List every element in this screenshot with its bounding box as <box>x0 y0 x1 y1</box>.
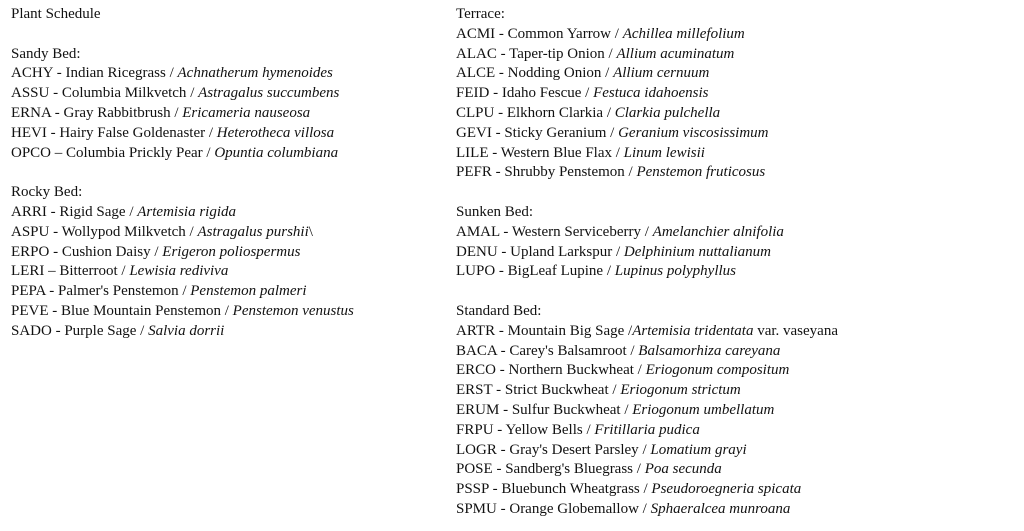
plant-code: POSE <box>456 461 493 478</box>
section-heading: Sunken Bed: <box>456 203 534 220</box>
plant-common-name: Sulfur Buckwheat <box>511 401 621 418</box>
plant-entry <box>456 322 1016 342</box>
plant-code: AMAL <box>456 223 500 240</box>
section-spacer <box>456 183 1016 203</box>
name-separator: / <box>125 203 138 220</box>
plant-entry <box>11 124 441 144</box>
code-separator: - <box>45 283 58 300</box>
plant-code: DENU <box>456 243 498 260</box>
plant-entry <box>11 262 441 282</box>
plant-code: BACA <box>456 342 497 359</box>
plant-entry <box>11 282 441 302</box>
plant-common-name: Carey's Balsamroot <box>509 342 627 359</box>
plant-code: PEPA <box>11 283 46 300</box>
section-heading: Sandy Bed: <box>11 45 81 62</box>
plant-entry <box>456 401 1016 421</box>
plant-code: LERI <box>11 263 45 280</box>
code-separator: - <box>46 203 60 220</box>
name-separator: / <box>582 421 595 438</box>
plant-entry <box>456 124 1016 144</box>
code-separator: - <box>495 263 508 280</box>
name-separator: / <box>633 362 646 379</box>
code-separator: - <box>49 85 62 102</box>
plant-common-name: Orange Globemallow <box>509 500 639 517</box>
plant-common-name: Elkhorn Clarkia <box>506 104 604 121</box>
plant-scientific-name: Fritillaria pudica <box>594 421 700 438</box>
plant-scientific-name: Lewisia rediviva <box>129 263 229 280</box>
plant-scientific-name: Erigeron poliospermus <box>162 243 301 260</box>
name-separator: / <box>117 263 130 280</box>
name-separator: / <box>626 342 639 359</box>
plant-entry <box>456 25 1016 45</box>
name-separator: / <box>170 104 183 121</box>
plant-entry <box>11 322 441 342</box>
plant-entry <box>11 223 441 243</box>
plant-scientific-name: Artemisia rigida <box>137 203 237 220</box>
plant-scientific-name: Linum lewisii <box>623 144 705 161</box>
plant-code: SADO <box>11 322 52 339</box>
plant-entry <box>11 243 441 263</box>
plant-entry <box>11 104 441 124</box>
code-separator: - <box>496 500 510 517</box>
plant-code: HEVI <box>11 124 47 141</box>
code-separator: - <box>48 302 61 319</box>
plant-code: FEID <box>456 85 490 102</box>
plant-code: LUPO <box>456 263 496 280</box>
name-separator: / <box>604 45 617 62</box>
code-separator: - <box>496 342 510 359</box>
plant-entry <box>456 223 1016 243</box>
name-separator: / <box>641 223 653 240</box>
plant-entry <box>11 203 441 223</box>
section-heading: Rocky Bed: <box>11 184 83 201</box>
plant-scientific-name: Clarkia pulchella <box>614 104 721 121</box>
plant-entry <box>456 421 1016 441</box>
plant-entry <box>456 144 1016 164</box>
name-separator: / <box>624 322 633 339</box>
document-title: Plant Schedule <box>11 6 101 22</box>
code-separator: - <box>491 164 505 181</box>
plant-entry <box>456 342 1016 362</box>
plant-common-name: Shrubby Penstemon <box>504 164 625 181</box>
right-sections <box>456 5 1016 520</box>
right-column <box>456 5 1016 520</box>
code-separator: – <box>51 144 67 161</box>
plant-common-name: Western Serviceberry <box>511 223 641 240</box>
plant-code: ERCO <box>456 362 497 379</box>
plant-common-name: Sandberg's Bluegrass <box>505 461 634 478</box>
plant-code: LILE <box>456 144 489 161</box>
plant-entry <box>11 144 441 164</box>
name-separator: / <box>205 124 217 141</box>
code-separator: - <box>496 45 510 62</box>
name-separator: / <box>581 85 594 102</box>
plant-code: OPCO <box>11 144 52 161</box>
code-separator: - <box>499 401 512 418</box>
plant-entry <box>456 361 1016 381</box>
plant-common-name: Common Yarrow <box>507 25 612 42</box>
plant-code: ARTR <box>456 322 496 339</box>
section-heading: Terrace: <box>456 6 505 22</box>
name-separator: / <box>601 65 614 82</box>
plant-scientific-name: Artemisia tridentata <box>632 322 754 339</box>
plant-code: ERUM <box>456 401 500 418</box>
plant-common-name: Palmer's Penstemon <box>57 283 179 300</box>
plant-scientific-name: Delphinium nuttalianum <box>623 243 771 260</box>
code-separator: - <box>494 104 507 121</box>
name-separator: / <box>638 441 651 458</box>
section-spacer <box>11 163 441 183</box>
plant-code: ERNA <box>11 104 52 121</box>
code-separator: - <box>49 223 62 240</box>
name-separator: / <box>178 283 191 300</box>
plant-scientific-name: Salvia dorrii <box>148 322 225 339</box>
plant-entry <box>456 64 1016 84</box>
plant-code: ACMI <box>456 25 496 42</box>
plant-entry <box>456 243 1016 263</box>
name-separator: / <box>633 461 645 478</box>
plant-entry <box>456 500 1016 520</box>
plant-scientific-name: Achnatherum hymenoides <box>177 65 333 82</box>
code-separator: - <box>49 243 62 260</box>
plant-scientific-name: Geranium viscosissimum <box>618 124 769 141</box>
name-separator: / <box>221 302 233 319</box>
plant-scientific-name: Balsamorhiza careyana <box>638 342 781 359</box>
plant-common-name: Strict Buckwheat <box>504 382 609 399</box>
code-separator: - <box>46 124 60 141</box>
code-separator: - <box>51 104 64 121</box>
plant-entry <box>11 302 441 322</box>
name-separator: / <box>612 144 624 161</box>
plant-scientific-name: Allium acuminatum <box>616 45 735 62</box>
plant-common-name: BigLeaf Lupine <box>507 263 604 280</box>
code-separator: - <box>488 144 501 161</box>
plant-entry <box>456 381 1016 401</box>
plant-common-name: Gray's Desert Parsley <box>509 441 639 458</box>
name-separator: / <box>620 401 633 418</box>
name-separator: / <box>608 382 621 399</box>
plant-entry <box>456 163 1016 183</box>
plant-common-name: Sticky Geranium <box>504 124 607 141</box>
plant-common-name: Upland Larkspur <box>510 243 613 260</box>
plant-code: ARRI <box>11 203 47 220</box>
plant-scientific-name: Astragalus succumbens <box>198 85 340 102</box>
plant-code: LOGR <box>456 441 497 458</box>
plant-entry <box>456 262 1016 282</box>
plant-common-name: Western Blue Flax <box>500 144 612 161</box>
code-separator: - <box>491 124 505 141</box>
plant-scientific-name: Penstemon venustus <box>232 302 354 319</box>
plant-common-name: Columbia Milkvetch <box>61 85 187 102</box>
plant-code: PEVE <box>11 302 49 319</box>
plant-common-name: Bitterroot <box>59 263 118 280</box>
plant-code: ERPO <box>11 243 50 260</box>
plant-common-name: Bluebunch Wheatgrass <box>501 481 640 498</box>
plant-code: ASPU <box>11 223 50 240</box>
plant-entry <box>11 84 441 104</box>
plant-common-name: Nodding Onion <box>507 65 602 82</box>
code-separator: - <box>496 362 509 379</box>
plant-scientific-name: Achillea millefolium <box>622 25 745 42</box>
code-separator: - <box>495 322 508 339</box>
plant-scientific-name: Opuntia columbiana <box>214 144 339 161</box>
name-separator: / <box>136 322 149 339</box>
section-heading: Standard Bed: <box>456 302 542 319</box>
plant-code: PEFR <box>456 164 492 181</box>
plant-scientific-name: Penstemon palmeri <box>190 283 307 300</box>
left-column <box>11 5 441 342</box>
name-separator: / <box>603 263 615 280</box>
section-spacer <box>456 282 1016 302</box>
name-separator: / <box>165 65 178 82</box>
name-separator: / <box>606 124 619 141</box>
name-separator: / <box>185 223 198 240</box>
plant-common-name: Northern Buckwheat <box>508 362 634 379</box>
plant-scientific-name: Sphaeralcea munroana <box>650 500 791 517</box>
code-separator: - <box>499 223 512 240</box>
plant-scientific-name: Pseudoroegneria spicata <box>651 481 802 498</box>
name-separator: / <box>612 243 624 260</box>
plant-scientific-name: Festuca idahoensis <box>593 85 709 102</box>
name-separator: / <box>611 25 623 42</box>
plant-scientific-name: Allium cernuum <box>613 65 710 82</box>
code-separator: - <box>493 421 506 438</box>
plant-common-name: Gray Rabbitbrush <box>63 104 171 121</box>
plant-common-name: Mountain Big Sage <box>507 322 625 339</box>
name-separator: / <box>603 104 615 121</box>
plant-scientific-name: Amelanchier alnifolia <box>652 223 784 240</box>
plant-code: ALCE <box>456 65 496 82</box>
plant-entry <box>456 45 1016 65</box>
plant-code: CLPU <box>456 104 495 121</box>
code-separator: – <box>44 263 60 280</box>
plant-common-name: Purple Sage <box>64 322 137 339</box>
plant-scientific-name: Poa secunda <box>644 461 722 478</box>
plant-common-name: Wollypod Milkvetch <box>61 223 186 240</box>
plant-code: ALAC <box>456 45 497 62</box>
name-separator: / <box>639 481 652 498</box>
code-separator: - <box>496 441 510 458</box>
plant-common-name: Hairy False Goldenaster <box>59 124 206 141</box>
name-separator: / <box>638 500 651 517</box>
plant-common-name: Indian Ricegrass <box>65 65 166 82</box>
plant-code: ACHY <box>11 65 53 82</box>
plant-common-name: Taper-tip Onion <box>509 45 605 62</box>
plant-entry <box>11 64 441 84</box>
section-spacer <box>11 25 441 45</box>
plant-scientific-name: Astragalus purshii <box>197 223 309 240</box>
plant-entry <box>456 84 1016 104</box>
plant-scientific-name: Lomatium grayi <box>650 441 747 458</box>
name-separator: / <box>150 243 163 260</box>
plant-common-name: Cushion Daisy <box>61 243 151 260</box>
name-separator: / <box>202 144 215 161</box>
plant-scientific-name: Heterotheca villosa <box>216 124 335 141</box>
plant-scientific-name: Ericameria nauseosa <box>182 104 311 121</box>
name-separator: / <box>624 164 637 181</box>
plant-common-name: Rigid Sage <box>59 203 126 220</box>
name-separator: / <box>186 85 199 102</box>
plant-common-name: Idaho Fescue <box>501 85 582 102</box>
left-sections <box>11 25 441 342</box>
plant-code: FRPU <box>456 421 494 438</box>
plant-scientific-name: Eriogonum umbellatum <box>632 401 775 418</box>
plant-code: ASSU <box>11 85 50 102</box>
code-separator: - <box>495 25 508 42</box>
plant-entry <box>456 104 1016 124</box>
code-separator: - <box>492 382 505 399</box>
plant-common-name: Blue Mountain Penstemon <box>61 302 221 319</box>
code-separator: - <box>495 65 508 82</box>
plant-entry <box>456 480 1016 500</box>
plant-code: SPMU <box>456 500 497 517</box>
code-separator: - <box>488 481 502 498</box>
code-separator: - <box>52 65 66 82</box>
code-separator: - <box>497 243 511 260</box>
code-separator: - <box>489 85 502 102</box>
plant-code: ERST <box>456 382 493 399</box>
code-separator: - <box>51 322 65 339</box>
plant-entry <box>456 460 1016 480</box>
plant-scientific-name: Penstemon fruticosus <box>636 164 766 181</box>
code-separator: - <box>492 461 506 478</box>
plant-name-suffix: \ <box>308 223 313 240</box>
plant-code: GEVI <box>456 124 492 141</box>
plant-scientific-name: Eriogonum compositum <box>645 362 790 379</box>
plant-common-name: Columbia Prickly Pear <box>66 144 203 161</box>
plant-name-suffix: var. vaseyana <box>753 322 838 339</box>
plant-common-name: Yellow Bells <box>505 421 583 438</box>
plant-code: PSSP <box>456 481 489 498</box>
plant-scientific-name: Lupinus polyphyllus <box>614 263 736 280</box>
plant-entry <box>456 441 1016 461</box>
plant-scientific-name: Eriogonum strictum <box>620 382 741 399</box>
